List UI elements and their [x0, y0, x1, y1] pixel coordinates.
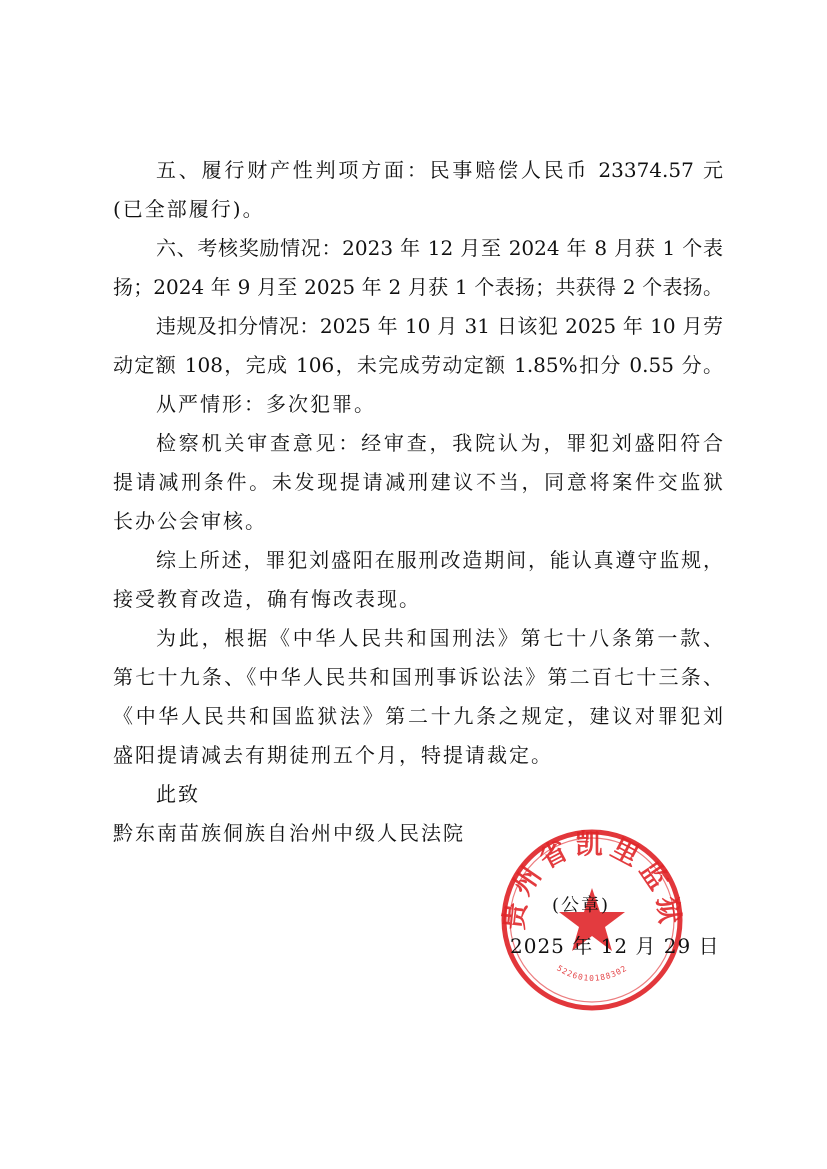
paragraph-strict-circumstance: 从严情形：多次犯罪。: [156, 392, 376, 416]
paragraph-property-line-2: (已全部履行)。: [113, 197, 265, 221]
seal-graphic: [498, 826, 686, 1014]
recipient-court: 黔东南苗族侗族自治州中级人民法院: [113, 821, 465, 845]
paragraph-procuratorate-line-2: 提请减刑条件。未发现提请减刑建议不当，同意将案件交监狱: [113, 470, 723, 494]
svg-text:贵州省凯里监狱: 贵州省凯里监狱: [498, 829, 686, 932]
paragraph-basis-line-4: 盛阳提请减去有期徒刑五个月，特提请裁定。: [113, 743, 553, 767]
paragraph-basis-line-1: 为此，根据《中华人民共和国刑法》第七十八条第一款、: [156, 626, 723, 650]
paragraph-property-line-1: 五、履行财产性判项方面：民事赔偿人民币 23374.57 元: [156, 158, 723, 182]
paragraph-procuratorate-line-1: 检察机关审查意见：经审查，我院认为，罪犯刘盛阳符合: [156, 431, 723, 455]
paragraph-violation-line-1: 违规及扣分情况：2025 年 10 月 31 日该犯 2025 年 10 月劳: [156, 314, 723, 338]
paragraph-reward-line-1: 六、考核奖励情况：2023 年 12 月至 2024 年 8 月获 1 个表: [156, 236, 723, 260]
paragraph-basis-line-3: 《中华人民共和国监狱法》第二十九条之规定，建议对罪犯刘: [113, 704, 723, 728]
paragraph-conclusion-line-2: 接受教育改造，确有悔改表现。: [113, 587, 421, 611]
document-date: 2025 年 12 月 29 日: [510, 934, 720, 958]
salutation: 此致: [156, 782, 200, 806]
paragraph-reward-line-2: 扬；2024 年 9 月至 2025 年 2 月获 1 个表扬；共获得 2 个表扬。: [113, 275, 723, 299]
public-seal-label: (公章): [552, 895, 611, 916]
official-seal-stamp: [498, 826, 686, 1014]
paragraph-violation-line-2: 动定额 108，完成 106，未完成劳动定额 1.85%扣分 0.55 分。: [113, 353, 723, 377]
paragraph-basis-line-2: 第七十九条、《中华人民共和国刑事诉讼法》第二百七十三条、: [113, 665, 723, 689]
paragraph-procuratorate-line-3: 长办公会审核。: [113, 509, 267, 533]
paragraph-conclusion-line-1: 综上所述，罪犯刘盛阳在服刑改造期间，能认真遵守监规，: [156, 548, 723, 572]
svg-text:5226010188302: 5226010188302: [555, 963, 629, 983]
